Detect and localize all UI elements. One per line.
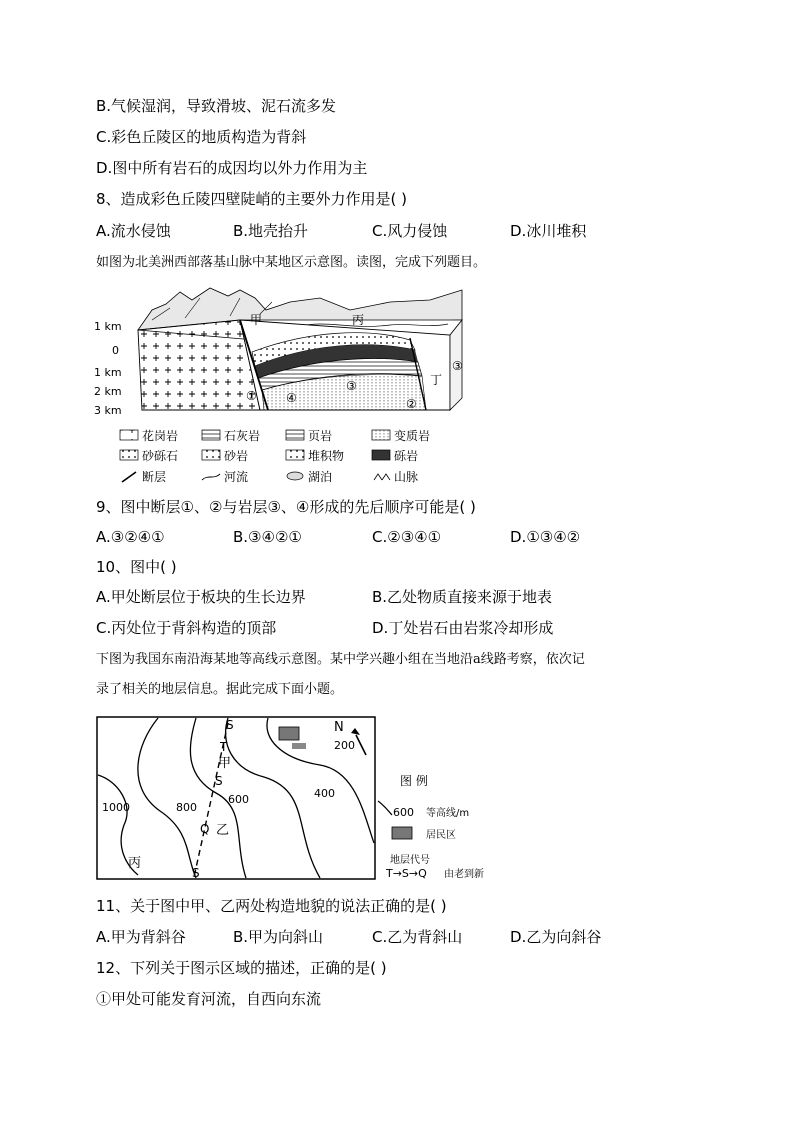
place-label-bing: 丙 — [352, 313, 365, 327]
layer-label-4: ④ — [286, 391, 297, 405]
fault-label-1: ① — [246, 389, 257, 403]
legend-deposit: 堆积物 — [308, 449, 345, 463]
legend-shale: 页岩 — [308, 429, 333, 443]
q10-option-d: D.丁处岩石由岩浆冷却形成 — [372, 619, 554, 637]
intro-contour-map-line2: 录了相关的地层信息。据此完成下面小题。 — [96, 682, 344, 697]
contour-label-800: 800 — [176, 801, 197, 814]
altitude-label: 2 km — [94, 385, 122, 398]
contour-map-figure — [96, 715, 506, 885]
altitude-label: 0 — [112, 344, 119, 357]
settlement-legend-swatch — [392, 827, 412, 839]
contour-label-200: 200 — [334, 739, 355, 752]
strata-label: S — [192, 866, 200, 880]
legend-river: 河流 — [224, 470, 249, 484]
legend-conglomerate: 砾岩 — [394, 449, 419, 463]
legend-lake: 湖泊 — [308, 470, 333, 484]
legend-metamorphic: 变质岩 — [394, 429, 431, 443]
q9-option-d: D.①③④② — [510, 528, 581, 546]
q10-option-a: A.甲处断层位于板块的生长边界 — [96, 588, 306, 606]
q9-stem: 9、图中断层①、②与岩层③、④形成的先后顺序可能是( ) — [96, 498, 476, 516]
q7-option-c: C.彩色丘陵区的地质构造为背斜 — [96, 128, 307, 146]
strata-label: S — [215, 774, 223, 788]
place-label-bing: 丙 — [128, 856, 142, 871]
q11-option-d: D.乙为向斜谷 — [510, 928, 602, 946]
q10-stem: 10、图中( ) — [96, 558, 177, 576]
place-label-jia: 甲 — [218, 756, 232, 771]
q11-option-a: A.甲为背斜谷 — [96, 928, 186, 946]
contour-label-1000: 1000 — [102, 801, 130, 814]
q8-option-c: C.风力侵蚀 — [372, 222, 448, 240]
legend-strata-note: 由老到新 — [444, 869, 484, 880]
legend-fault: 断层 — [142, 470, 167, 484]
legend-granite: 花岗岩 — [142, 429, 179, 443]
q12-item-1: ①甲处可能发育河流，自西向东流 — [96, 990, 322, 1008]
place-label-yi: 乙 — [216, 823, 230, 838]
geologic-section-figure — [90, 280, 490, 490]
q10-option-b: B.乙处物质直接来源于地表 — [372, 588, 553, 606]
legend-settlement: 居民区 — [426, 830, 456, 841]
legend-title: 图 例 — [400, 774, 428, 788]
strata-label: Q — [200, 822, 210, 836]
q8-option-b: B.地壳抬升 — [233, 222, 309, 240]
q9-option-b: B.③④②① — [233, 528, 302, 546]
intro-rocky-mountains: 如图为北美洲西部落基山脉中某地区示意图。读图，完成下列题目。 — [96, 255, 487, 270]
legend-contour-text: 等高线/m — [426, 808, 470, 819]
legend-gravel: 砂砾石 — [142, 449, 179, 463]
contour-label-400: 400 — [314, 787, 335, 800]
legend-limestone: 石灰岩 — [224, 429, 261, 443]
q12-stem: 12、下列关于图示区域的描述，正确的是( ) — [96, 959, 387, 977]
q7-option-b: B.气候湿润，导致滑坡、泥石流多发 — [96, 97, 337, 115]
strata-label: T — [220, 740, 228, 754]
altitude-label: 1 km — [94, 320, 122, 333]
altitude-label: 1 km — [94, 366, 122, 379]
q9-option-c: C.②③④① — [372, 528, 442, 546]
legend-mountain: 山脉 — [394, 470, 419, 484]
q7-option-d: D.图中所有岩石的成因均以外力作用为主 — [96, 159, 368, 177]
north-label: N — [334, 720, 344, 735]
q8-option-d: D.冰川堆积 — [510, 222, 587, 240]
layer-label-3: ③ — [452, 359, 463, 373]
strata-label: S — [226, 718, 234, 732]
q8-stem: 8、造成彩色丘陵四壁陡峭的主要外力作用是( ) — [96, 190, 408, 208]
intro-contour-map-line1: 下图为我国东南沿海某地等高线示意图。某中学兴趣小组在当地沿a线路考察，依次记 — [96, 652, 585, 667]
q11-option-c: C.乙为背斜山 — [372, 928, 463, 946]
legend-strata-seq: T→S→Q — [386, 867, 427, 880]
place-label-ding: 丁 — [430, 373, 443, 387]
contour-label-600: 600 — [228, 793, 249, 806]
legend-contour-value: 600 — [393, 806, 414, 819]
q8-option-a: A.流水侵蚀 — [96, 222, 171, 240]
q9-option-a: A.③②④① — [96, 528, 165, 546]
q11-option-b: B.甲为向斜山 — [233, 928, 324, 946]
q11-stem: 11、关于图中甲、乙两处构造地貌的说法正确的是( ) — [96, 897, 447, 915]
layer-label-3: ③ — [346, 379, 357, 393]
legend-sandstone: 砂岩 — [224, 449, 249, 463]
place-label-jia: 甲 — [250, 313, 263, 327]
fault-label-2: ② — [406, 397, 417, 411]
legend-strata-title: 地层代号 — [390, 855, 430, 866]
altitude-label: 3 km — [94, 404, 122, 417]
q10-option-c: C.丙处位于背斜构造的顶部 — [96, 619, 277, 637]
